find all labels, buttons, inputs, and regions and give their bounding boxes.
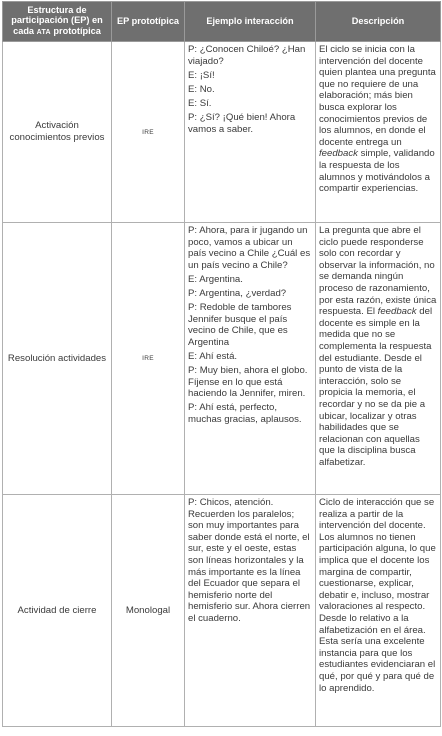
table-row (3, 42, 441, 223)
structure-cell: Activación conocimientos previos (3, 42, 112, 223)
ep-cell: Monologal (112, 495, 185, 727)
ep-cell: IRE (112, 223, 185, 495)
header-ep: EP prototípica (112, 2, 185, 42)
example-line: P: Redoble de tambores Jennifer busque el país vecino de Chile, que es Argentina (188, 302, 292, 348)
example-line: P: ¿Conocen Chiloé? ¿Han viajado? (188, 44, 306, 67)
description-cell: Ciclo de interacción que se realiza a partir de la intervención del docente. Los alumnos no tienen participación alguna, lo que implica que el docente los margina de compartir, cuestionarse, explicar, debatir e, incluso, mostrar valoraciones al respecto. Desde lo relativo a la alfabetización en el área. Esta sería una excelente instancia para que los estudiantes evidenciaran el qué, por qué y para qué de lo aprendido. (316, 495, 441, 727)
example-cell (185, 223, 316, 495)
example-line: E: No. (188, 83, 215, 95)
structure-cell: Resolución actividades (3, 223, 112, 495)
header-example: Ejemplo interacción (185, 2, 316, 42)
example-line: P: Muy bien, ahora el globo. Fíjense en lo que está haciendo la Jennifer, miren. (188, 365, 308, 400)
ep-cell: IRE (112, 42, 185, 223)
example-line: E: Ahí está. (188, 350, 238, 362)
participation-table (2, 1, 441, 727)
example-cell (185, 42, 316, 223)
table-row (3, 495, 441, 727)
header-description: Descripción (316, 2, 441, 42)
example-line: P: Ahora, para ir jugando un poco, vamos a ubicar un país vecino a Chile ¿Cuál es un país vecino a Chile? (188, 225, 311, 271)
table-header-row (3, 2, 441, 42)
example-line: P: Chicos, atención. Recuerden los paralelos; son muy importantes para saber donde está el norte, el sur, este y el oeste, estas son líneas horizontales y la más importante es la línea del Ecuador que separa el hemisferio norte del hemisferio sur. Ahora cierren el cuaderno. (188, 497, 311, 624)
example-line: E: ¡Sí! (188, 69, 215, 81)
example-line: P: Argentina, ¿verdad? (188, 287, 287, 299)
description-cell: La pregunta que abre el ciclo puede responderse solo con recordar y observar la información, no se demanda ningún proceso de razonamiento, por esta razón, existe única respuesta. El feedback del docente es simple en la medida que no se complementa la respuesta del estudiante. Desde el punto de vista de la interacción, solo se propicia la memoria, el recordar y no se da pie a ubicar, localizar y otras habilidades que se relacionan con aquellas que la disciplina busca alfabetizar. (316, 223, 441, 495)
description-cell: El ciclo se inicia con la intervención del docente quien plantea una pregunta que no requiere de una elaboración; más bien busca explorar los conocimientos previos de los alumnos, en donde el docente entrega un feedback simple, validando la respuesta de los alumnos y motivándolos a compartir experiencias. (316, 42, 441, 223)
example-line: E: Sí. (188, 97, 212, 109)
example-line: P: Ahí está, perfecto, muchas gracias, aplausos. (188, 402, 302, 425)
example-cell (185, 495, 316, 727)
structure-cell: Actividad de cierre (3, 495, 112, 727)
example-line: E: Argentina. (188, 273, 243, 285)
header-structure: Estructura de participación (EP) en cada ATA prototípica (3, 2, 112, 42)
table-row (3, 223, 441, 495)
example-line: P: ¿Sí? ¡Qué bien! Ahora vamos a saber. (188, 111, 296, 135)
